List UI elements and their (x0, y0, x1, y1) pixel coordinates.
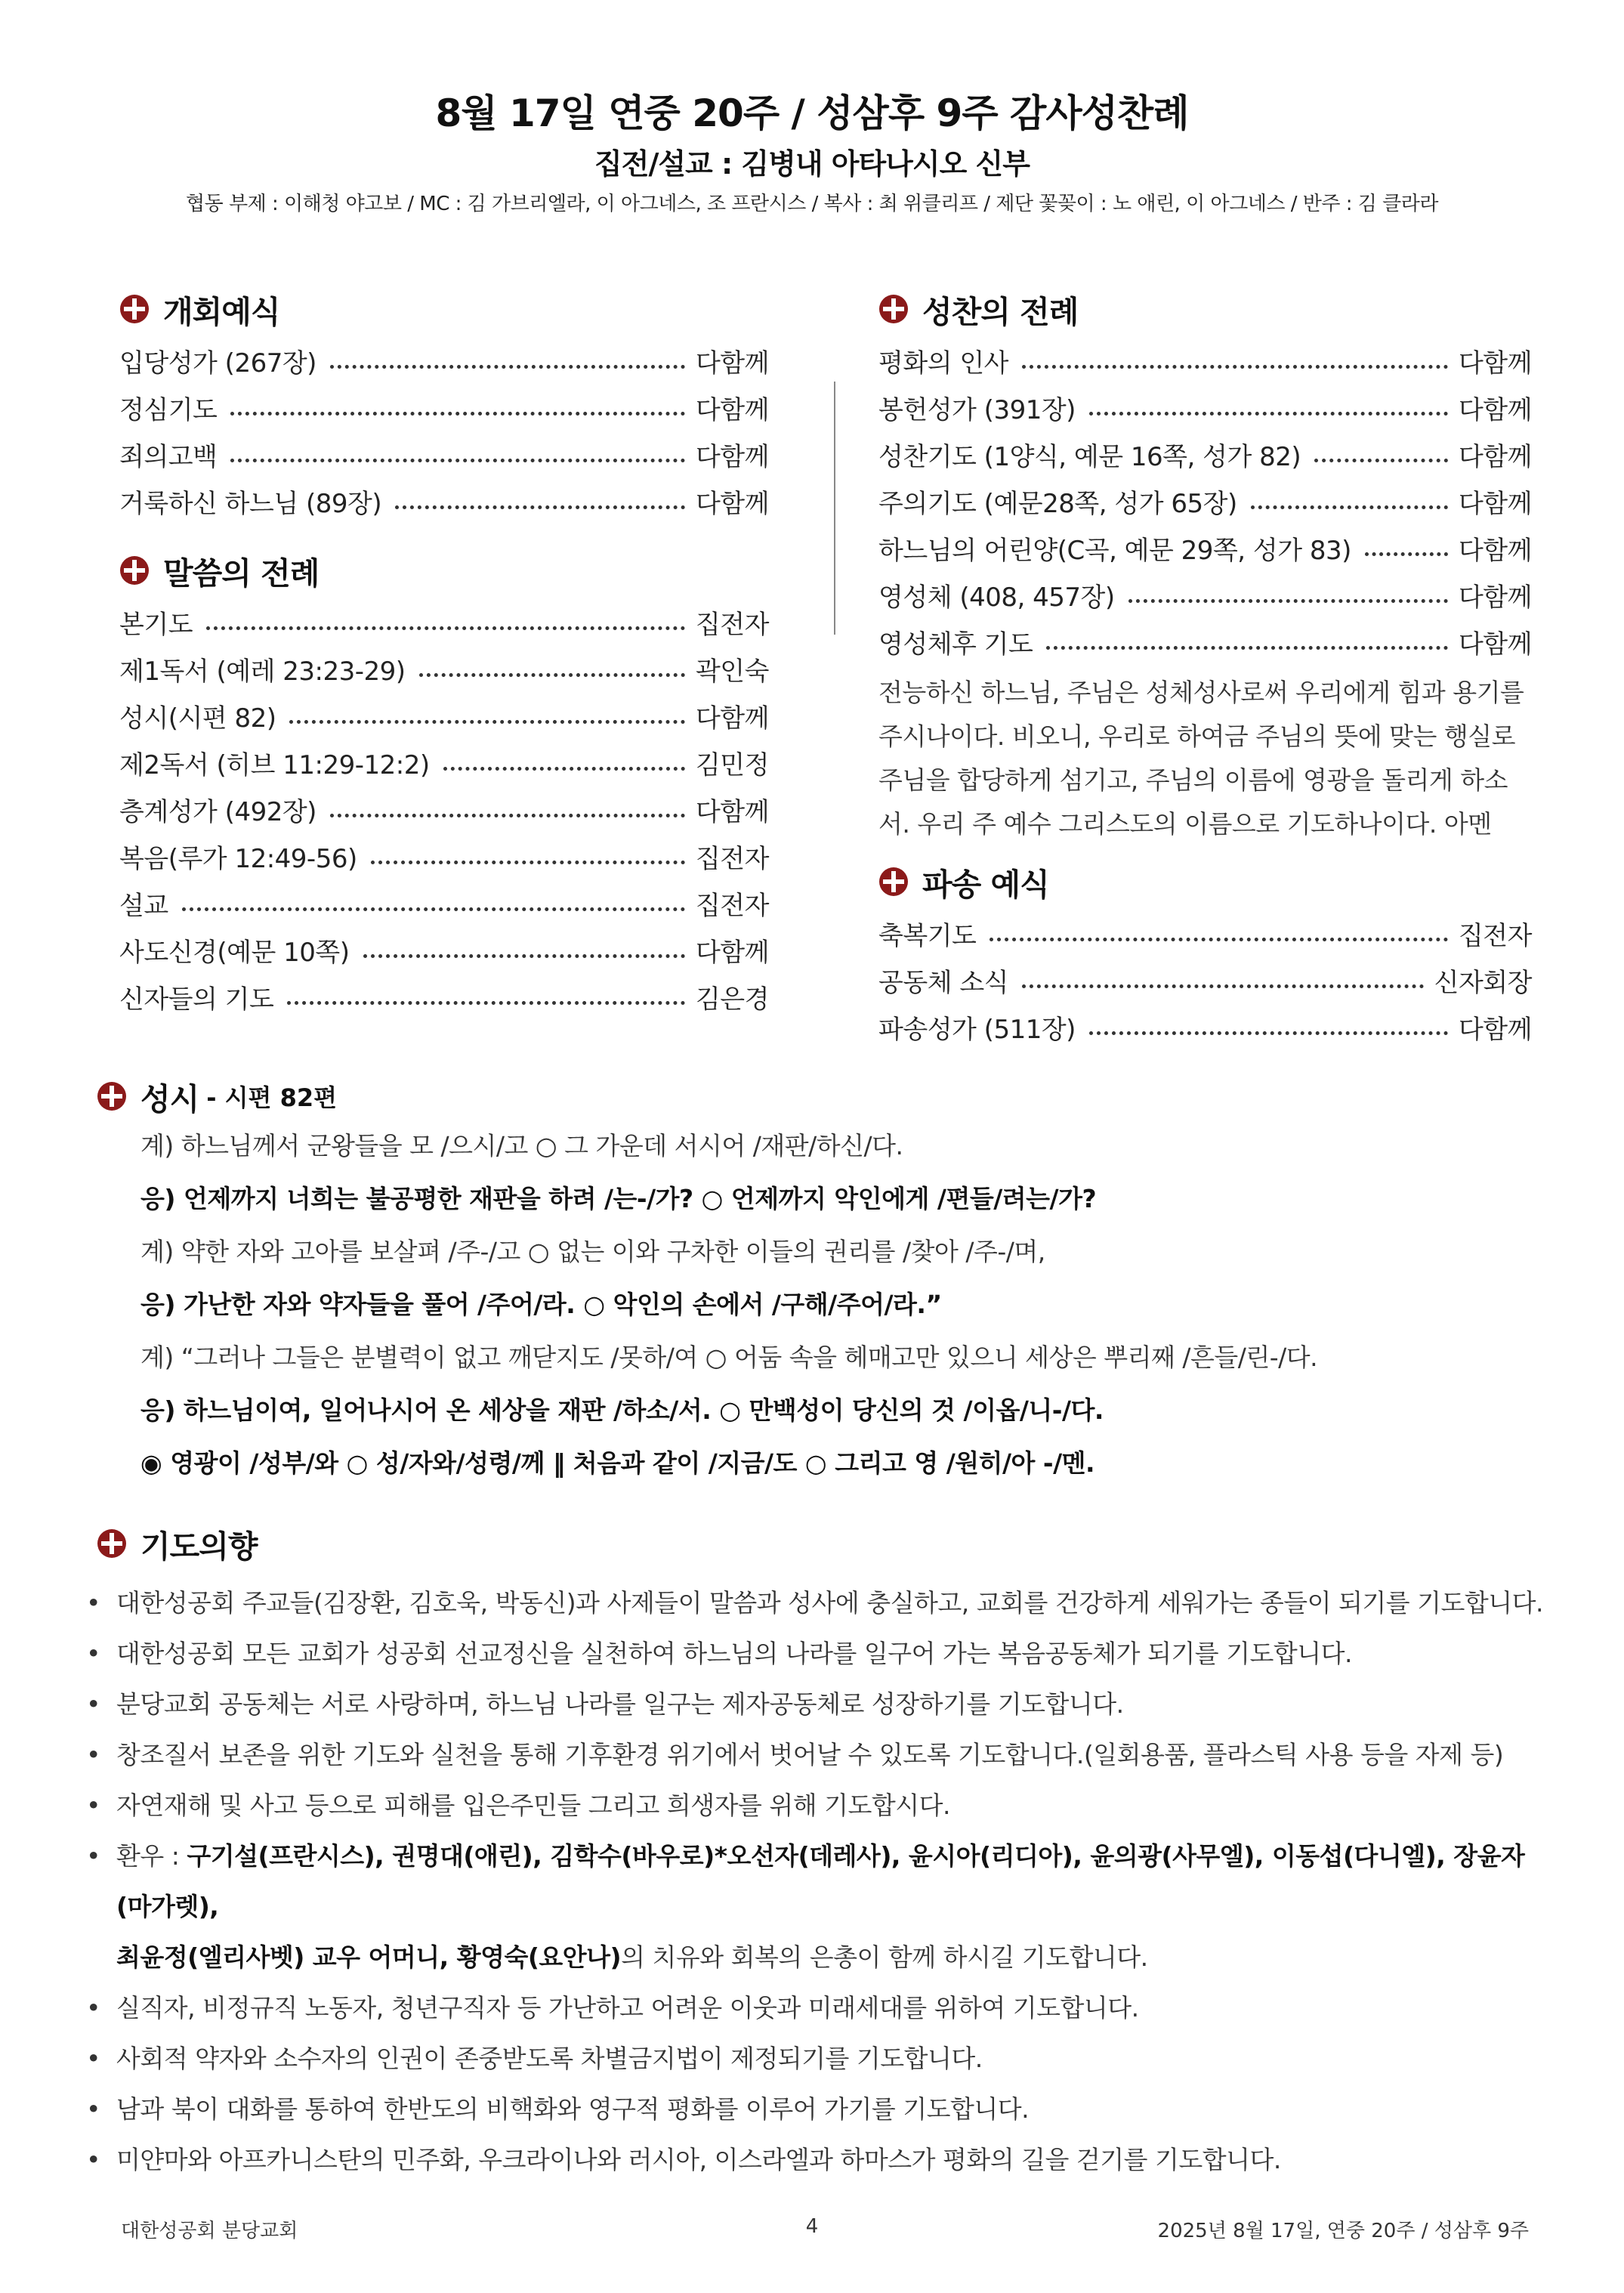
cross-icon (97, 1081, 127, 1111)
cross-icon (878, 294, 909, 324)
prayer-intentions-section (97, 1520, 1547, 2185)
psalm-line: 응) 언제까지 너희는 불공평한 재판을 하려 /는-/가? ○ 언제까지 악인에게 /편들/려는/가? (140, 1184, 1097, 1213)
order-item: 영성체 (408, 457장) 다함께 (878, 583, 1532, 613)
order-item: 평화의 인사 다함께 (878, 348, 1532, 379)
list-item: • 사회적 약자와 소수자의 인권이 존중받도록 차별금지법이 제정되기를 기도합니다. (86, 2033, 1547, 2084)
order-item: 사도신경(예문 10쪽) 다함께 (119, 938, 769, 968)
footer-church-name: 대한성공회 분당교회 (121, 2220, 298, 2242)
sick-prefix: 환우 : (116, 1841, 187, 1871)
order-item: 복음(루가 12:49-56) 집전자 (119, 844, 769, 874)
section-heading-prayer (97, 1520, 1547, 1567)
order-item: 주의기도 (예문28쪽, 성가 65장) 다함께 (878, 489, 1532, 519)
order-item: 성찬기도 (1양식, 예문 16쪽, 성가 82) 다함께 (878, 442, 1532, 472)
section-title: 개회예식 (163, 293, 280, 330)
order-item: 층계성가 (492장) 다함께 (119, 797, 769, 827)
section-heading-dismissal (878, 858, 1532, 905)
dismissal-list (878, 905, 1532, 1046)
footer-date: 2025년 8월 17일, 연중 20주 / 성삼후 9주 (1157, 2220, 1529, 2242)
list-item: • 대한성공회 모든 교회가 성공회 선교정신을 실천하여 하느님의 나라를 일구어 가는 복음공동체가 되기를 기도합니다. (86, 1628, 1547, 1679)
psalm-section (97, 1073, 1532, 1490)
post-communion-prayer: 전능하신 하느님, 주님은 성체성사로써 우리에게 힘과 용기를 주시나이다. 비오니, 우리로 하여금 주님의 뜻에 맞는 행실로 주님을 합당하게 섬기고, 주님의 이름에 영광을 돌리게 하소서. 우리 주 예수 그리스도의 이름으로 기도하나이다. 아멘 (878, 678, 1524, 839)
section-heading-psalm (97, 1073, 1532, 1120)
order-item: 성시(시편 82) 다함께 (119, 703, 769, 734)
list-item: • 실직자, 비정규직 노동자, 청년구직자 등 가난하고 어려운 이웃과 미래세대를 위하여 기도합니다. (86, 1982, 1547, 2033)
order-item: 영성체후 기도 다함께 (878, 629, 1532, 660)
sick-names: 구기설(프란시스), 권명대(애린), 김학수(바우로)*오선자(데레사), 윤시아(리디아), 윤의광(사무엘), 이동섭(다니엘), 장윤자(마가렛), (116, 1841, 1525, 1921)
section-heading-word (119, 547, 769, 594)
cross-icon (97, 1528, 127, 1559)
order-item: 본기도 집전자 (119, 610, 769, 640)
order-item: 파송성가 (511장) 다함께 (878, 1015, 1532, 1045)
list-item: • 창조질서 보존을 위한 기도와 실천을 통해 기후환경 위기에서 벗어날 수 있도록 기도합니다.(일회용품, 플라스틱 사용 등을 자제 등) (86, 1729, 1547, 1780)
psalm-line: 계) 하느님께서 군왕들을 모 /으시/고 ○ 그 가운데 서시어 /재판/하신/다. (140, 1131, 903, 1160)
staff-line: 협동 부제 : 이해청 야고보 / MC : 김 가브리엘라, 이 아그네스, 조 프란시스 / 복사 : 최 위클리프 / 제단 꽃꽂이 : 노 애린, 이 아그네스 / 반주 : 김 클라라 (186, 193, 1438, 215)
sick-list-item (86, 1831, 1547, 1982)
right-column (878, 286, 1532, 1046)
sick-suffix: 의 치유와 회복의 은총이 함께 하시길 기도합니다. (621, 1942, 1148, 1972)
order-item: 신자들의 기도 김은경 (119, 984, 769, 1015)
opening-list (119, 332, 769, 520)
section-title: 말씀의 전례 (163, 555, 320, 592)
section-title: 파송 예식 (922, 866, 1049, 903)
list-item: • 대한성공회 주교들(김장환, 김호욱, 박동신)과 사제들이 말씀과 성사에 충실하고, 교회를 건강하게 세워가는 종들이 되기를 기도합니다. (86, 1578, 1547, 1628)
cross-icon (119, 555, 150, 586)
order-item: 제2독서 (히브 11:29-12:2) 김민정 (119, 750, 769, 780)
celebrant-line: 집전/설교 : 김병내 아타나시오 신부 (594, 147, 1030, 181)
left-column (119, 286, 769, 1015)
eucharist-list (878, 332, 1532, 660)
order-item: 제1독서 (예레 23:23-29) 곽인숙 (119, 657, 769, 687)
page-title: 8월 17일 연중 20주 / 성삼후 9주 감사성찬례 (435, 91, 1189, 135)
order-item: 봉헌성가 (391장) 다함께 (878, 395, 1532, 425)
intention-list (97, 1578, 1547, 2185)
list-item: • 자연재해 및 사고 등으로 피해를 입은주민들 그리고 희생자를 위해 기도합시다. (86, 1780, 1547, 1831)
order-item: 하느님의 어린양(C곡, 예문 29쪽, 성가 83) 다함께 (878, 536, 1532, 566)
order-item: 축복기도 집전자 (878, 921, 1532, 951)
order-item: 정심기도 다함께 (119, 395, 769, 425)
order-item: 거룩하신 하느님 (89장) 다함께 (119, 489, 769, 519)
list-item: • 미얀마와 아프카니스탄의 민주화, 우크라이나와 러시아, 이스라엘과 하마스가 평화의 길을 걷기를 기도합니다. (86, 2134, 1547, 2185)
psalm-line: 응) 가난한 자와 약자들을 풀어 /주어/라. ○ 악인의 손에서 /구해/주어/라.” (140, 1290, 942, 1319)
section-title: 성찬의 전례 (922, 293, 1079, 330)
list-item: • 분당교회 공동체는 서로 사랑하며, 하느님 나라를 일구는 제자공동체로 성장하기를 기도합니다. (86, 1679, 1547, 1729)
psalm-line: 응) 하느님이여, 일어나시어 온 세상을 재판 /하소/서. ○ 만백성이 당신의 것 /이옵/니-/다. (140, 1395, 1104, 1425)
section-heading-opening (119, 286, 769, 332)
order-item: 공동체 소식 신자회장 (878, 968, 1532, 998)
list-item: • 남과 북이 대화를 통하여 한반도의 비핵화와 영구적 평화를 이루어 가기를 기도합니다. (86, 2084, 1547, 2134)
word-list (119, 594, 769, 1015)
cross-icon (119, 294, 150, 324)
section-heading-eucharist (878, 286, 1532, 332)
section-title: 성시 (140, 1080, 199, 1117)
section-title: 기도의향 (140, 1528, 258, 1565)
sick-names-cont: 최윤정(엘리사벳) 교우 어머니, 황영숙(요안나) (116, 1942, 622, 1972)
psalm-line: 계) 약한 자와 고아를 보살펴 /주-/고 ○ 없는 이와 구차한 이들의 권리를 /찾아 /주-/며, (140, 1237, 1045, 1266)
psalm-line: ◉ 영광이 /성부/와 ○ 성/자와/성령/께 ‖ 처음과 같이 /지금/도 ○ 그리고 영 /원히/아 -/멘. (140, 1448, 1095, 1478)
order-item: 입당성가 (267장) 다함께 (119, 348, 769, 379)
psalm-line: 계) “그러나 그들은 분별력이 없고 깨닫지도 /못하/여 ○ 어둠 속을 헤매고만 있으니 세상은 뿌리째 /흔들/린-/다. (140, 1343, 1318, 1372)
section-subtitle: - 시편 82편 (206, 1083, 338, 1112)
order-item: 죄의고백 다함께 (119, 442, 769, 472)
cross-icon (878, 867, 909, 897)
page-number: 4 (805, 2215, 819, 2238)
order-item: 설교 집전자 (119, 891, 769, 921)
column-divider (834, 382, 835, 635)
